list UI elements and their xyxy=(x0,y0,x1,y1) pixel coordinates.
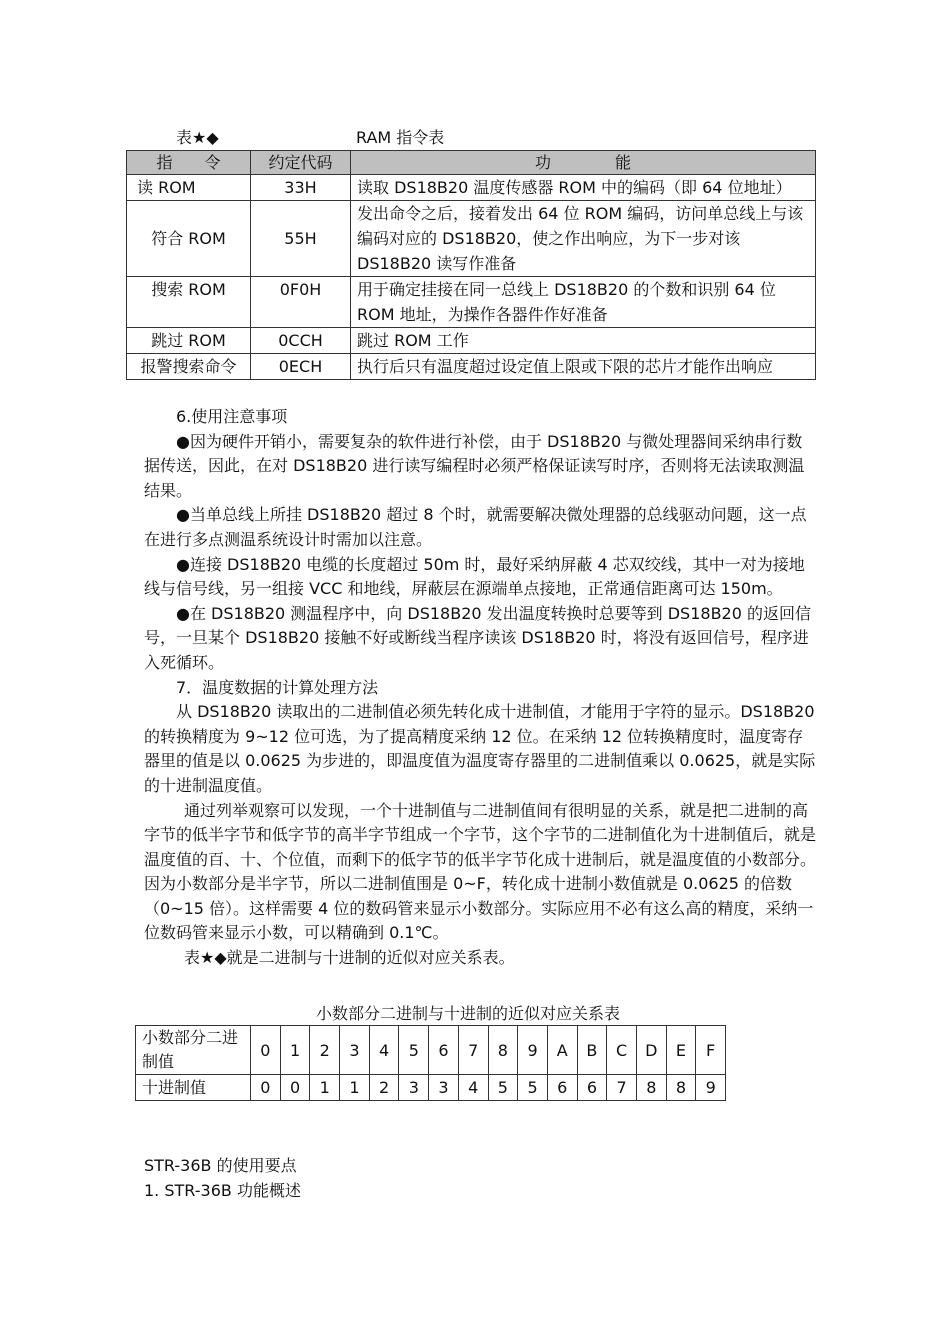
cell-code: 33H xyxy=(251,175,351,201)
cell-function: 跳过 ROM 工作 xyxy=(351,328,816,354)
cell-decimal: 8 xyxy=(636,1075,666,1101)
header-function: 功 能 xyxy=(351,151,816,175)
bullet-paragraph: ●当单总线上所挂 DS18B20 超过 8 个时，就需要解决微处理器的总线驱动问题，这一点在进行多点测温系统设计时需加以注意。 xyxy=(144,505,807,549)
cell-binary: F xyxy=(696,1026,726,1075)
table-header-row xyxy=(127,151,816,175)
cell-decimal: 3 xyxy=(429,1075,459,1101)
binary-decimal-table xyxy=(135,1025,726,1101)
cell-function: 发出命令之后，接着发出 64 位 ROM 编码，访问单总线上与该编码对应的 DS18B20，使之作出响应，为下一步对该 DS18B20 读写作准备 xyxy=(351,201,816,277)
table-row xyxy=(127,354,816,380)
row-label-decimal: 十进制值 xyxy=(136,1075,251,1101)
cell-decimal: 1 xyxy=(340,1075,370,1101)
header-command: 指 令 xyxy=(127,151,251,175)
cell-decimal: 6 xyxy=(577,1075,607,1101)
table-row xyxy=(127,328,816,354)
cell-binary: 1 xyxy=(280,1026,310,1075)
table1-label: 表★◆ xyxy=(176,128,219,147)
cell-decimal: 1 xyxy=(310,1075,340,1101)
cell-decimal: 4 xyxy=(458,1075,488,1101)
section6-heading: 6.使用注意事项 xyxy=(176,407,288,426)
cell-binary: 0 xyxy=(251,1026,281,1075)
cell-decimal: 9 xyxy=(696,1075,726,1101)
cell-decimal: 5 xyxy=(518,1075,548,1101)
cell-binary: 5 xyxy=(399,1026,429,1075)
row-label-binary: 小数部分二进制值 xyxy=(136,1026,251,1075)
str36b-title: STR-36B 的使用要点 xyxy=(144,1156,297,1175)
table-row xyxy=(127,277,816,328)
cell-binary: 8 xyxy=(488,1026,518,1075)
cell-code: 0F0H xyxy=(251,277,351,328)
section7-heading: 7．温度数据的计算处理方法 xyxy=(176,677,379,697)
cell-binary: E xyxy=(666,1026,696,1075)
table-row xyxy=(127,175,816,201)
cell-decimal: 0 xyxy=(280,1075,310,1101)
cell-code: 0CCH xyxy=(251,328,351,354)
section7-paragraph: 从 DS18B20 读取出的二进制值必须先转化成十进制值，才能用于字符的显示。DS18B20 的转换精度为 9~12 位可选，为了提高精度采纳 12 位。在采纳 12 位转换精度时，温度寄存器里的值是以 0.0625 为步进的，即温度值为温度寄存器里的二进制值乘以 0.0625，就是实际的十进制温度值。 xyxy=(144,702,816,795)
cell-command: 读 ROM xyxy=(127,175,251,201)
cell-binary: A xyxy=(547,1026,577,1075)
table2-title: 小数部分二进制与十进制的近似对应关系表 xyxy=(316,1004,621,1023)
cell-decimal: 6 xyxy=(547,1075,577,1101)
cell-binary: D xyxy=(636,1026,666,1075)
ram-command-table xyxy=(126,150,816,380)
cell-command: 报警搜索命令 xyxy=(127,354,251,380)
cell-function: 执行后只有温度超过设定值上限或下限的芯片才能作出响应 xyxy=(351,354,816,380)
cell-binary: 4 xyxy=(369,1026,399,1075)
cell-decimal: 5 xyxy=(488,1075,518,1101)
cell-function: 读取 DS18B20 温度传感器 ROM 中的编码（即 64 位地址） xyxy=(351,175,816,201)
cell-binary: 6 xyxy=(429,1026,459,1075)
cell-decimal: 0 xyxy=(251,1075,281,1101)
cell-binary: 2 xyxy=(310,1026,340,1075)
cell-decimal: 8 xyxy=(666,1075,696,1101)
table-row xyxy=(136,1075,726,1101)
table-row xyxy=(136,1026,726,1075)
section7-paragraph: 通过列举观察可以发现，一个十进制值与二进制值间有很明显的关系，就是把二进制的高字节的低半字节和低字节的高半字节组成一个字节，这个字节的二进制值化为十进制值后，就是温度值的百、十、个位值，而剩下的低字节的低半字节化成十进制后，就是温度值的小数部分。因为小数部分是半字节，所以二进制值围是 0~F，转化成十进制小数值就是 0.0625 的倍数（0~15 倍）。这样需要 4 位的数码管来显示小数部分。实际应用不必有这么高的精度，采纳一位数码管来显示小数，可以精确到 0.1℃。 xyxy=(144,800,817,943)
bullet-paragraph: ●在 DS18B20 测温程序中，向 DS18B20 发出温度转换时总要等到 DS18B20 的返回信号，一旦某个 DS18B20 接触不好或断线当程序读该 DS18B20 时，将没有返回信号，程序进入死循环。 xyxy=(144,603,811,672)
cell-code: 0ECH xyxy=(251,354,351,380)
main-text xyxy=(144,405,816,971)
cell-binary: 7 xyxy=(458,1026,488,1075)
cell-decimal: 7 xyxy=(607,1075,637,1101)
cell-binary: C xyxy=(607,1026,637,1075)
cell-code: 55H xyxy=(251,201,351,277)
table-row xyxy=(127,201,816,277)
str36b-subheading: 1. STR-36B 功能概述 xyxy=(144,1181,301,1200)
cell-function: 用于确定挂接在同一总线上 DS18B20 的个数和识别 64 位 ROM 地址，为操作各器件作好准备 xyxy=(351,277,816,328)
cell-command: 搜索 ROM xyxy=(127,277,251,328)
cell-decimal: 2 xyxy=(369,1075,399,1101)
bullet-paragraph: ●因为硬件开销小，需要复杂的软件进行补偿，由于 DS18B20 与微处理器间采纳串行数据传送，因此，在对 DS18B20 进行读写编程时必须严格保证读写时序，否则将无法读取测温结果。 xyxy=(144,431,805,500)
table-reference: 表★◆就是二进制与十进制的近似对应关系表。 xyxy=(184,948,515,968)
cell-binary: B xyxy=(577,1026,607,1075)
table1-title: RAM 指令表 xyxy=(356,128,445,147)
cell-binary: 3 xyxy=(340,1026,370,1075)
header-code: 约定代码 xyxy=(251,151,351,175)
cell-command: 跳过 ROM xyxy=(127,328,251,354)
cell-binary: 9 xyxy=(518,1026,548,1075)
cell-command: 符合 ROM xyxy=(127,201,251,277)
cell-decimal: 3 xyxy=(399,1075,429,1101)
bullet-paragraph: ●连接 DS18B20 电缆的长度超过 50m 时，最好采纳屏蔽 4 芯双绞线，其中一对为接地线与信号线，另一组接 VCC 和地线，屏蔽层在源端单点接地，正常通信距离可达 150m。 xyxy=(144,554,805,599)
